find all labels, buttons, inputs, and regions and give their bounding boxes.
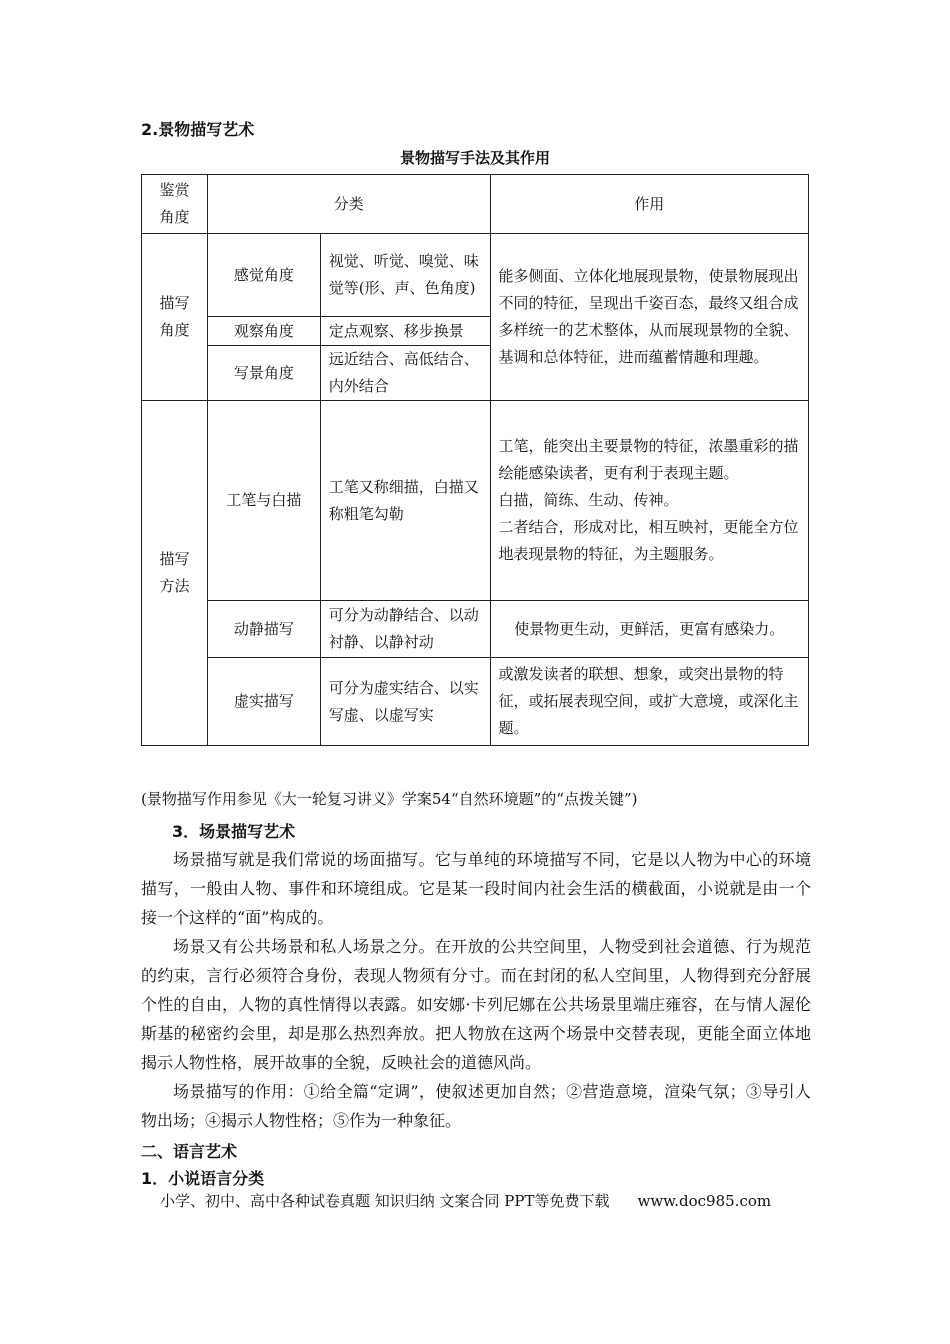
row-effect: 或激发读者的联想、想象，或突出景物的特征，或拓展表现空间，或扩大意境，或深化主题。 <box>490 658 808 746</box>
header-category: 分类 <box>207 175 490 234</box>
row-name: 工笔与白描 <box>207 401 320 601</box>
row-name: 动静描写 <box>207 601 320 658</box>
table-row <box>142 401 809 601</box>
paragraph: 场景描写就是我们常说的场面描写。它与单纯的环境描写不同，它是以人物为中心的环境描写，一般由人物、事件和环境组成。它是某一段时间内社会生活的横截面，小说就是由一个接一个这样的“面”构成的。 <box>141 850 811 927</box>
scenery-technique-table <box>141 174 809 746</box>
section-language-title: 二、语言艺术 <box>141 1142 238 1161</box>
row-desc: 远近结合、高低结合、内外结合 <box>320 346 490 401</box>
row-effect: 工笔，能突出主要景物的特征，浓墨重彩的描绘能感染读者，更有利于表现主题。 白描，简练、生动、传神。 二者结合，形成对比，相互映衬，更能全方位地表现景物的特征，为主题服务。 <box>490 401 808 601</box>
row-desc: 视觉、听觉、嗅觉、味觉等(形、声、色角度) <box>320 234 490 317</box>
paragraph: 场景描写的作用：①给全篇“定调”，使叙述更加自然；②营造意境，渲染气氛；③导引人物出场；④揭示人物性格；⑤作为一种象征。 <box>141 1082 811 1130</box>
table-header-row <box>142 175 809 234</box>
row-name: 观察角度 <box>207 317 320 346</box>
table-row <box>142 234 809 317</box>
footer <box>160 1190 771 1211</box>
paragraph: 场景又有公共场景和私人场景之分。在开放的公共空间里，人物受到社会道德、行为规范的约束，言行必须符合身份，表现人物须有分寸。而在封闭的私人空间里，人物得到充分舒展个性的自由，人物的真性情得以表露。如安娜·卡列尼娜在公共场景里端庄雍容，在与情人渥伦斯基的秘密约会里，却是那么热烈奔放。把人物放在这两个场景中交替表现，更能全面立体地揭示人物性格，展开故事的全貌，反映社会的道德风尚。 <box>141 937 811 1072</box>
subsection-title: 1．小说语言分类 <box>141 1169 265 1188</box>
table-row <box>142 601 809 658</box>
group-label-angle: 描写 角度 <box>142 234 208 401</box>
row-desc: 定点观察、移步换景 <box>320 317 490 346</box>
section3-title: 3．场景描写艺术 <box>172 822 296 841</box>
row-desc: 可分为动静结合、以动衬静、以静衬动 <box>320 601 490 658</box>
table-row <box>142 658 809 746</box>
row-name: 写景角度 <box>207 346 320 401</box>
row-name: 虚实描写 <box>207 658 320 746</box>
header-effect: 作用 <box>490 175 808 234</box>
row-desc: 工笔又称细描，白描又称粗笔勾勒 <box>320 401 490 601</box>
section-title: 2.景物描写艺术 <box>141 120 255 139</box>
group-effect-angle: 能多侧面、立体化地展现景物，使景物展现出不同的特征，呈现出千姿百态，最终又组合成多样统一的艺术整体，从而展现景物的全貌、基调和总体特征，进而蕴蓄情趣和理趣。 <box>490 234 808 401</box>
row-name: 感觉角度 <box>207 234 320 317</box>
row-desc: 可分为虚实结合、以实写虚、以虚写实 <box>320 658 490 746</box>
footer-text: 小学、初中、高中各种试卷真题 知识归纳 文案合同 PPT等免费下载 <box>160 1192 610 1210</box>
header-angle: 鉴赏 角度 <box>142 175 208 234</box>
table-caption: 景物描写手法及其作用 <box>399 149 550 167</box>
group-label-method: 描写 方法 <box>142 401 208 746</box>
reference-note: (景物描写作用参见《大一轮复习讲义》学案54“自然环境题”的“点拨关键”) <box>141 790 638 808</box>
footer-url[interactable]: www.doc985.com <box>637 1192 772 1210</box>
row-effect: 使景物更生动，更鲜活，更富有感染力。 <box>490 601 808 658</box>
